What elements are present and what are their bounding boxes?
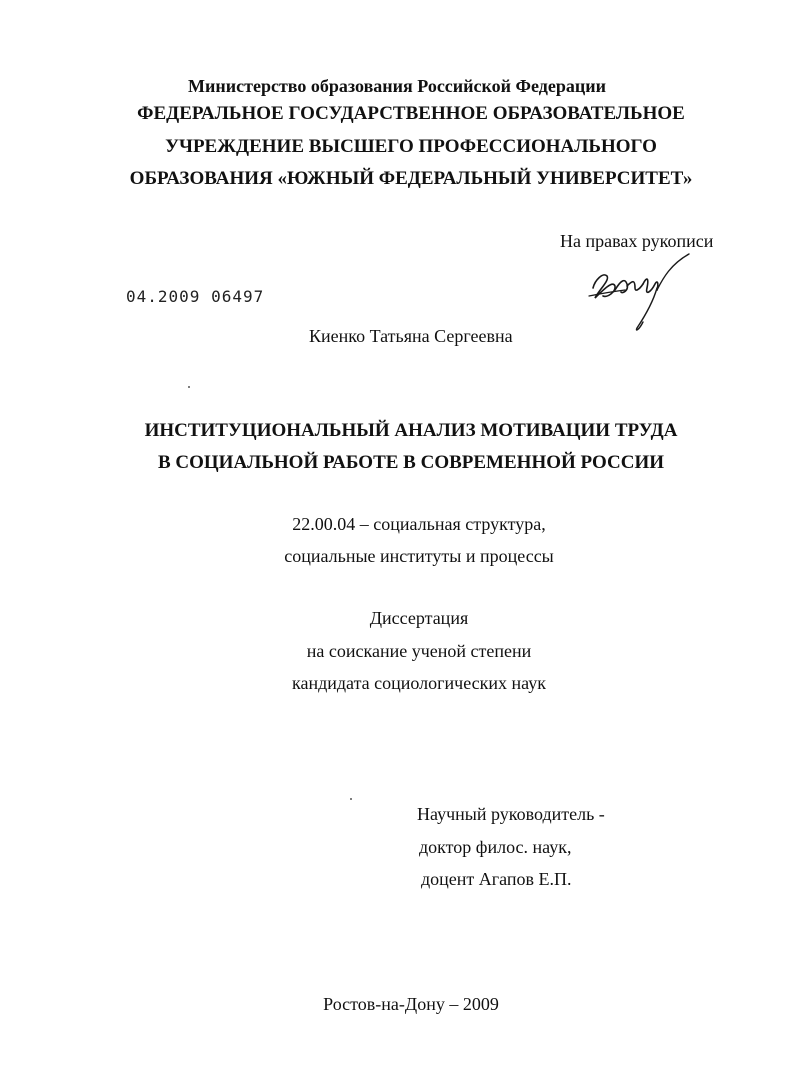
- specialty-line-1: 22.00.04 – социальная структура,: [292, 514, 546, 534]
- institution-name-line-2: УЧРЕЖДЕНИЕ ВЫСШЕГО ПРОФЕССИОНАЛЬНОГО: [165, 136, 657, 157]
- dissertation-label: Диссертация: [369, 608, 469, 628]
- institution-name-line-1: ФЕДЕРАЛЬНОЕ ГОСУДАРСТВЕННОЕ ОБРАЗОВАТЕЛЬНОЕ: [137, 103, 685, 124]
- author-name: Киенко Татьяна Сергеевна: [309, 326, 513, 346]
- scan-speck: [350, 798, 352, 800]
- degree-name-line: кандидата социологических наук: [292, 673, 546, 693]
- ministry-name: Министерство образования Российской Федерации: [188, 76, 606, 96]
- dissertation-title-line-2: В СОЦИАЛЬНОЙ РАБОТЕ В СОВРЕМЕННОЙ РОССИИ: [157, 452, 665, 473]
- supervisor-degree: доктор филос. наук,: [419, 837, 572, 857]
- specialty-line-2: социальные институты и процессы: [284, 546, 554, 566]
- supervisor-name: доцент Агапов Е.П.: [421, 869, 572, 889]
- institution-name-line-3: ОБРАЗОВАНИЯ «ЮЖНЫЙ ФЕДЕРАЛЬНЫЙ УНИВЕРСИТЕТ»: [129, 168, 693, 189]
- degree-purpose-line: на соискание ученой степени: [306, 641, 532, 661]
- scan-speck: [188, 386, 190, 388]
- signature-icon: [585, 250, 705, 335]
- manuscript-rights-note: На правах рукописи: [560, 231, 714, 251]
- dissertation-title-line-1: ИНСТИТУЦИОНАЛЬНЫЙ АНАЛИЗ МОТИВАЦИИ ТРУДА: [144, 420, 678, 441]
- supervisor-label: Научный руководитель -: [417, 804, 605, 824]
- place-and-year: Ростов-на-Дону – 2009: [323, 994, 499, 1014]
- registration-number: 04.2009 06497: [126, 287, 265, 306]
